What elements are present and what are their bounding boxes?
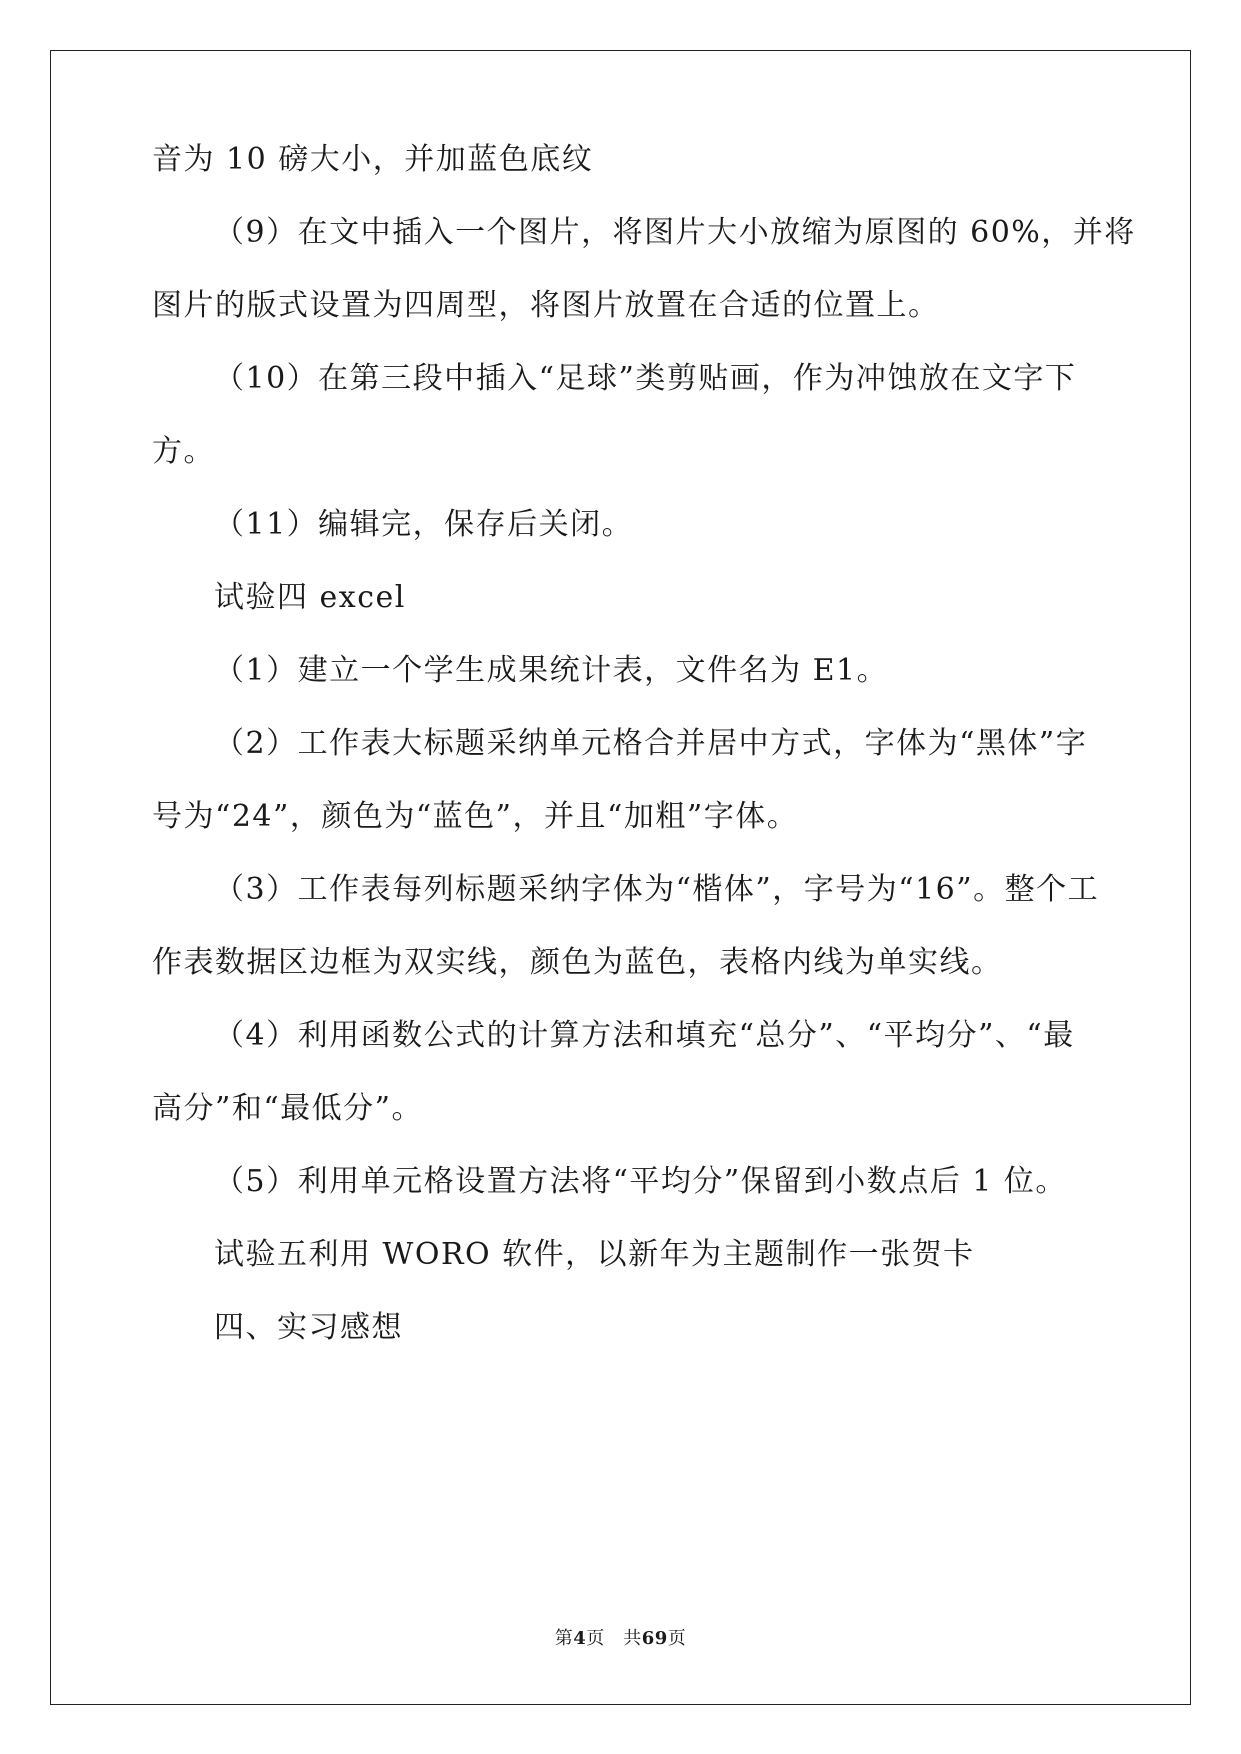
page-number: 4 xyxy=(573,1628,587,1649)
page-suffix: 页 xyxy=(667,1628,687,1649)
text-line: 号为“24”，颜色为“蓝色”，并且“加粗”字体。 xyxy=(152,799,799,834)
page-total: 69 xyxy=(641,1628,668,1649)
text-line: （5）利用单元格设置方法将“平均分”保留到小数点后 1 位。 xyxy=(214,1164,1067,1199)
text-line: （2）工作表大标题采纳单元格合并居中方式，字体为“黑体”字 xyxy=(214,726,1088,761)
section-heading: 试验四 excel xyxy=(214,580,406,615)
page-prefix: 第 xyxy=(554,1628,574,1649)
text-line: （1）建立一个学生成果统计表，文件名为 E1。 xyxy=(214,653,889,688)
page-mid: 页 共 xyxy=(586,1628,642,1649)
text-line: 高分”和“最低分”。 xyxy=(152,1091,424,1126)
text-line: 图片的版式设置为四周型，将图片放置在合适的位置上。 xyxy=(152,288,940,323)
page-footer xyxy=(0,1628,1241,1650)
text-line: （11）编辑完，保存后关闭。 xyxy=(214,507,634,542)
text-line: （3）工作表每列标题采纳字体为“楷体”，字号为“16”。整个工 xyxy=(214,872,1100,907)
text-line: （4）利用函数公式的计算方法和填充“总分”、“平均分”、“最 xyxy=(214,1018,1075,1053)
section-heading: 四、实习感想 xyxy=(214,1310,403,1345)
section-heading: 试验五利用 WORO 软件，以新年为主题制作一张贺卡 xyxy=(214,1237,975,1272)
text-line: 音为 10 磅大小，并加蓝色底纹 xyxy=(152,142,594,177)
text-line: 方。 xyxy=(152,434,215,469)
text-line: 作表数据区边框为双实线，颜色为蓝色，表格内线为单实线。 xyxy=(152,945,1003,980)
text-line: （9）在文中插入一个图片，将图片大小放缩为原图的 60%，并将 xyxy=(214,215,1136,250)
text-line: （10）在第三段中插入“足球”类剪贴画，作为冲蚀放在文字下 xyxy=(214,361,1077,396)
